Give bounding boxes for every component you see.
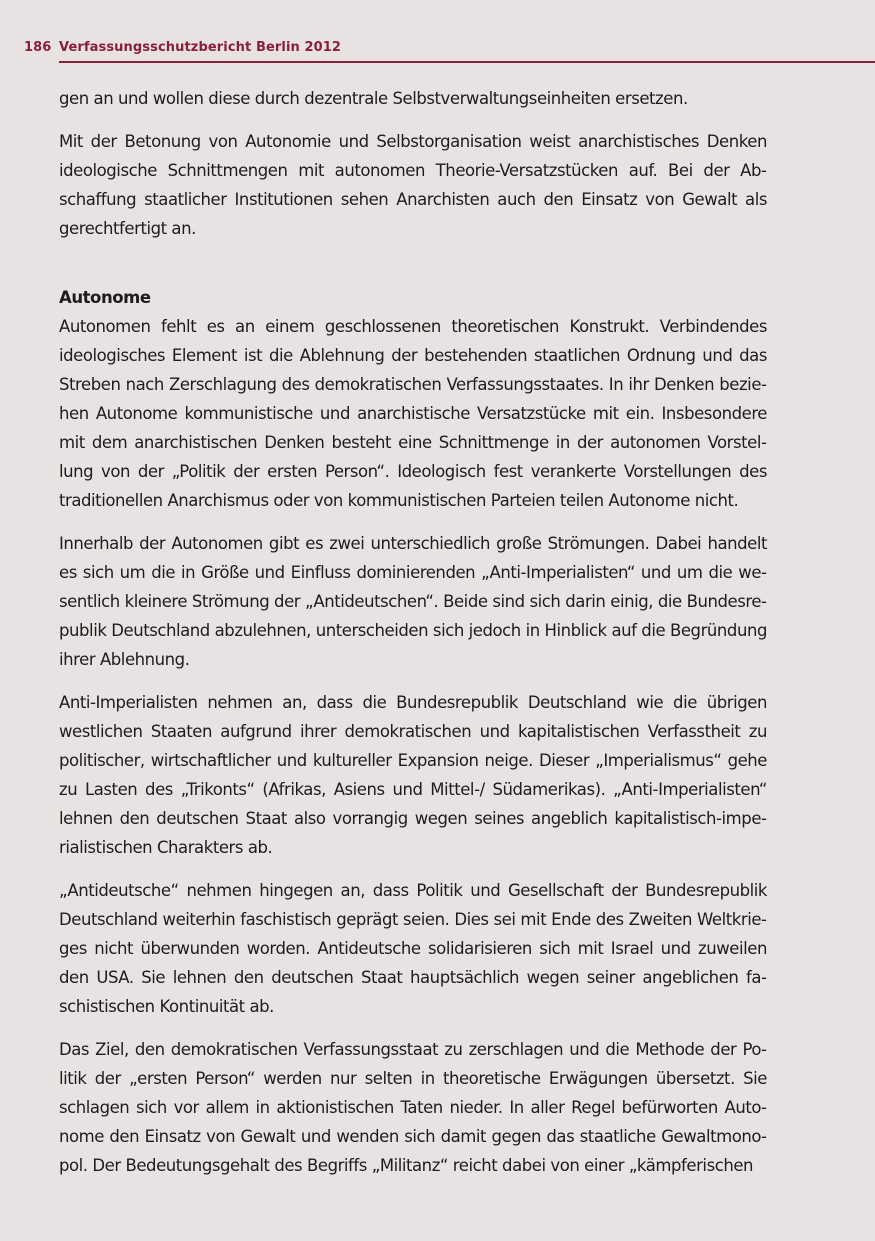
paragraph-4: Innerhalb der Autonomen gibt es zwei unterschiedlich große Strömungen. Dabei handelt es sich um die in Größe und Einfluss dominierenden „Anti-Imperialisten“ und um die wesentlich kleinere Strömung der „Antideutschen“. Beide sind sich darin einig, die Bundesrepublik Deutschland abzulehnen, unterscheiden sich jedoch in Hinblick auf die Begründung ihrer Ablehnung.: [59, 534, 767, 669]
running-title: Verfassungsschutzbericht Berlin 2012: [59, 40, 342, 55]
section-heading: Autonome: [59, 288, 151, 307]
page-header: [24, 40, 875, 64]
paragraph-6: „Antideutsche“ nehmen hingegen an, dass Politik und Gesellschaft der Bundesrepublik Deutschland weiterhin faschistisch geprägt seien. Dies sei mit Ende des Zweiten Weltkrieges nicht überwunden worden. Antideutsche solidarisieren sich mit Israel und zuweilen den USA. Sie lehnen den deutschen Staat hauptsächlich wegen seiner angeblichen faschistischen Kontinuität ab.: [59, 881, 767, 1016]
paragraph-1: gen an und wollen diese durch dezentrale Selbstverwaltungseinheiten ersetzen.: [59, 89, 688, 108]
paragraph-5: Anti-Imperialisten nehmen an, dass die Bundesrepublik Deutschland wie die übrigen westlichen Staaten aufgrund ihrer demokratischen und kapitalistischen Verfasstheit zu politischer, wirtschaftlicher und kultureller Expansion neige. Dieser „Imperialismus“ gehe zu Lasten des „Trikonts“ (Afrikas, Asiens und Mittel-/ Südamerikas). „Anti-Imperialisten“ lehnen den deutschen Staat also vorrangig wegen seines angeblich kapitalistisch-imperialistischen Charakters ab.: [59, 693, 767, 857]
header-rule: [59, 61, 875, 63]
page-number: 186: [24, 40, 52, 55]
paragraph-2: Mit der Betonung von Autonomie und Selbstorganisation weist anarchistisches Denken ideologische Schnittmengen mit autonomen Theorie-Versatzstücken auf. Bei der Abschaffung staatlicher Institutionen sehen Anarchisten auch den Einsatz von Gewalt als gerechtfertigt an.: [59, 132, 767, 238]
page-body: [59, 84, 767, 1194]
paragraph-7: Das Ziel, den demokratischen Verfassungsstaat zu zerschlagen und die Methode der Politik der „ersten Person“ werden nur selten in theoretische Erwägungen übersetzt. Sie schlagen sich vor allem in aktionistischen Taten nieder. In aller Regel befürworten Autonome den Einsatz von Gewalt und wenden sich damit gegen das staatliche Gewaltmonopol. Der Bedeutungsgehalt des Begriffs „Militanz“ reicht dabei von einer „kämpferischen: [59, 1040, 767, 1175]
paragraph-3: Autonomen fehlt es an einem geschlossenen theoretischen Konstrukt. Verbindendes ideologisches Element ist die Ablehnung der bestehenden staatlichen Ordnung und das Streben nach Zerschlagung des demokratischen Verfassungsstaates. In ihr Denken beziehen Autonome kommunistische und anarchistische Versatzstücke mit ein. Insbesondere mit dem anarchistischen Denken besteht eine Schnittmenge in der autonomen Vorstellung von der „Politik der ersten Person“. Ideologisch fest verankerte Vorstellungen des traditionellen Anarchismus oder von kommunistischen Parteien teilen Autonome nicht.: [59, 317, 767, 510]
